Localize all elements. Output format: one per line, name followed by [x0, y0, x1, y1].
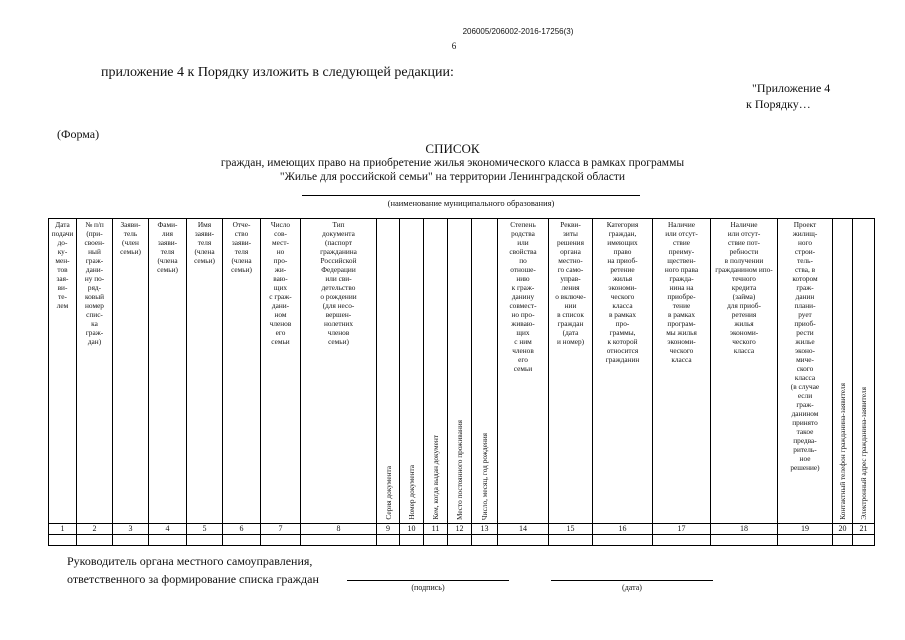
column-number-cell: 16	[593, 524, 653, 535]
column-header-15	[549, 219, 593, 524]
column-header-label: Отче- ство заяви- теля (члена семьи)	[231, 220, 252, 274]
empty-cell	[149, 535, 187, 546]
signature-caption: (подпись)	[411, 583, 445, 592]
list-subtitle-line2: "Жилье для российской семьи" на территории Ленинградской области	[279, 171, 626, 183]
column-header-17	[653, 219, 711, 524]
empty-data-row	[49, 535, 875, 546]
form-label: (Форма)	[57, 127, 100, 141]
column-header-label: Номер документа	[407, 465, 416, 520]
column-number-cell: 14	[498, 524, 549, 535]
column-header-10	[400, 219, 424, 524]
municipality-caption: (наименование муниципального образования)	[387, 198, 555, 208]
column-number-cell: 13	[472, 524, 498, 535]
column-number-cell: 15	[549, 524, 593, 535]
column-header-16	[593, 219, 653, 524]
empty-cell	[778, 535, 833, 546]
column-header-label: Рекви- зиты решения органа местно- го само- управ- ления о включе- нии в список граждан (дата и номер)	[555, 220, 586, 346]
column-number-row	[49, 524, 875, 535]
page-number: 6	[451, 41, 457, 51]
column-header-7	[261, 219, 301, 524]
municipality-line	[302, 195, 640, 196]
empty-cell	[653, 535, 711, 546]
column-number-cell: 7	[261, 524, 301, 535]
signatory-title-line1: Руководитель органа местного самоуправления,	[67, 554, 313, 568]
column-header-12	[448, 219, 472, 524]
empty-cell	[77, 535, 113, 546]
column-header-label: Число сов- мест- но про- жи- ваю- щих с граж- дани- ном членов его семьи	[269, 220, 292, 346]
column-header-label: Число, месяц, год рождения	[480, 432, 489, 520]
header-row	[49, 219, 875, 524]
appendix-reference-line1: "Приложение 4	[752, 81, 831, 95]
column-number-cell: 3	[113, 524, 149, 535]
empty-cell	[549, 535, 593, 546]
column-header-11	[424, 219, 448, 524]
empty-cell	[187, 535, 223, 546]
empty-cell	[49, 535, 77, 546]
column-number-cell: 9	[377, 524, 400, 535]
empty-cell	[853, 535, 875, 546]
column-header-13	[472, 219, 498, 524]
column-header-label: Тип документа (паспорт гражданина Российской Федерации или сви- детельство о рождении (для несо- вершен- нолетних членов семьи)	[320, 220, 357, 346]
column-header-label: Степень родства или свойства по отноше- нию к граж- данину совмест- но про- живаю- щих с ним членов его семьи	[509, 220, 537, 373]
column-number-cell: 4	[149, 524, 187, 535]
document-number: 206005/206002-2016-17256(3)	[462, 27, 574, 36]
empty-cell	[261, 535, 301, 546]
date-caption: (дата)	[622, 583, 642, 592]
column-header-label: Наличие или отсут- ствие преиму- ществен- ного права гражда- нина на приобре- тение в рамках програм- мы жилья экономи- ческого класса	[664, 220, 699, 364]
column-number-cell: 5	[187, 524, 223, 535]
column-header-label: Дата подачи до- ку- мен- тов зая- ви- те- лем	[51, 220, 74, 310]
column-header-4	[149, 219, 187, 524]
column-number-cell: 1	[49, 524, 77, 535]
column-header-21	[853, 219, 875, 524]
list-subtitle-line1: граждан, имеющих право на приобретение жилья экономического класса в рамках программы	[220, 157, 685, 169]
empty-cell	[472, 535, 498, 546]
column-number-cell: 17	[653, 524, 711, 535]
column-number-cell: 19	[778, 524, 833, 535]
column-number-cell: 8	[301, 524, 377, 535]
column-header-9	[377, 219, 400, 524]
empty-cell	[711, 535, 778, 546]
signatory-title-line2: ответственного за формирование списка граждан	[67, 572, 319, 586]
column-number-cell: 21	[853, 524, 875, 535]
column-number-cell: 2	[77, 524, 113, 535]
column-header-label: Серия документа	[383, 466, 393, 520]
column-header-18	[711, 219, 778, 524]
column-header-5	[187, 219, 223, 524]
column-header-label: Кем, когда выдан документ	[431, 435, 440, 520]
column-header-label: № п/п (при- своен- ный граж- дани- ну по- ряд- ковый номер спис- ка граж- дан)	[84, 220, 105, 346]
column-header-label: Заяви- тель (член семьи)	[120, 220, 141, 256]
column-header-14	[498, 219, 549, 524]
column-number-cell: 11	[424, 524, 448, 535]
column-header-label: Имя заяви- теля (члена семьи)	[194, 220, 215, 265]
date-line	[551, 580, 713, 581]
empty-cell	[223, 535, 261, 546]
column-header-label: Проект жилищ- ного строи- тель- ства, в котором граж- данин плани- рует приоб- рести жилье эконо- миче- ского класса (в случае если граж- данином принято такое предва- ритель- ное решение)	[790, 220, 820, 472]
column-number-cell: 6	[223, 524, 261, 535]
column-number-cell: 20	[833, 524, 853, 535]
column-number-cell: 18	[711, 524, 778, 535]
column-header-label: Категория граждан, имеющих право на приоб- ретение жилья экономи- ческого класса в рамках про- граммы, к которой относится гражданин	[605, 220, 640, 364]
empty-cell	[377, 535, 400, 546]
appendix-reference-line2: к Порядку…	[746, 97, 811, 111]
empty-cell	[400, 535, 424, 546]
column-header-label: Фами- лия заяви- теля (члена семьи)	[157, 220, 178, 274]
column-header-label: Электронный адрес гражданина-заявителя	[859, 387, 868, 520]
column-number-cell: 12	[448, 524, 472, 535]
column-header-label: Место постоянного проживания	[455, 419, 464, 520]
empty-cell	[424, 535, 448, 546]
column-header-label: Наличие или отсут- ствие пот- ребности в получении гражданином ипо- течного кредита (займа) для приоб- ретения жилья экономи- ческого класса	[715, 220, 773, 355]
list-title: СПИСОК	[425, 141, 480, 156]
column-header-3	[113, 219, 149, 524]
column-header-19	[778, 219, 833, 524]
column-header-label: Контактный телефон гражданина-заявителя	[838, 383, 847, 520]
column-header-1	[49, 219, 77, 524]
empty-cell	[301, 535, 377, 546]
citizens-list-table	[48, 218, 875, 546]
empty-cell	[833, 535, 853, 546]
empty-cell	[448, 535, 472, 546]
intro-text: приложение 4 к Порядку изложить в следующей редакции:	[101, 65, 454, 80]
column-number-cell: 10	[400, 524, 424, 535]
empty-cell	[593, 535, 653, 546]
column-header-6	[223, 219, 261, 524]
signature-line	[347, 580, 509, 581]
column-header-2	[77, 219, 113, 524]
empty-cell	[113, 535, 149, 546]
column-header-20	[833, 219, 853, 524]
column-header-8	[301, 219, 377, 524]
empty-cell	[498, 535, 549, 546]
